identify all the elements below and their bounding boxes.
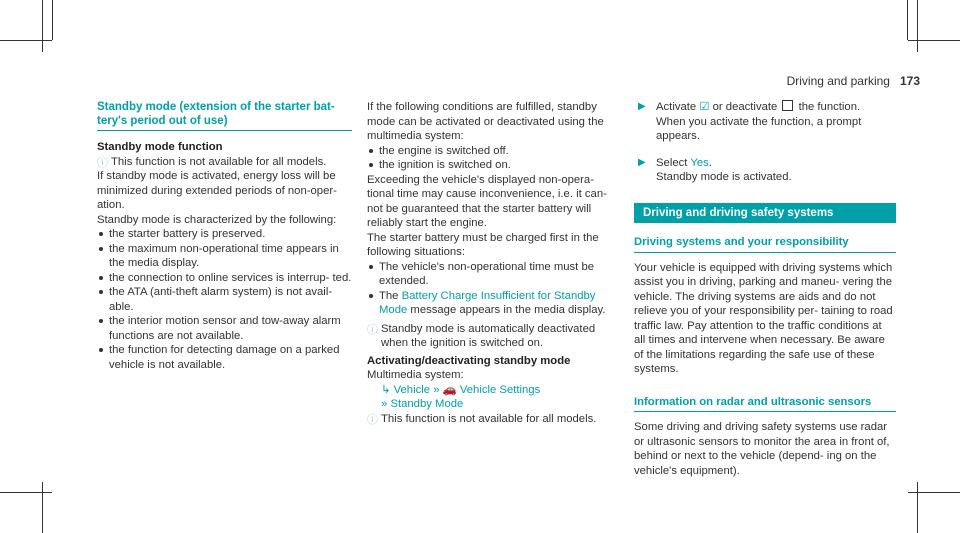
subheading: Activating/deactivating standby mode — [367, 354, 571, 367]
crop-mark — [917, 0, 918, 52]
section-heading: Information on radar and ultrasonic sensors — [634, 395, 896, 413]
bullet-list — [367, 144, 619, 173]
column-2 — [367, 100, 619, 426]
list-item: the function for detecting damage on a parked vehicle is not available. — [97, 343, 352, 372]
bullet-list — [367, 260, 619, 318]
step: ▶ Select Yes. Standby mode is activated. — [638, 156, 792, 183]
list-item: the ignition is switched on. — [367, 158, 619, 173]
page-number: 173 — [899, 74, 920, 88]
play-arrow-icon: ▶ — [638, 156, 646, 168]
chapter-band: Driving and driving safety systems — [634, 203, 896, 224]
paragraph: Exceeding the vehicle's displayed non-opera- tional time may cause inconvenience, i.e. it can- not be guaranteed that the starter battery will reliably start the engine. — [367, 173, 607, 229]
checkbox-empty-icon — [782, 100, 793, 111]
crop-mark — [52, 0, 53, 40]
section-heading: Driving systems and your responsibility — [634, 235, 896, 253]
section-heading: Standby mode (extension of the starter bat- tery's period out of use) — [97, 100, 352, 131]
list-item: the starter battery is preserved. — [97, 227, 352, 242]
paragraph: The starter battery must be charged first in the following situations: — [367, 231, 599, 258]
menu-vehicle-settings: Vehicle Settings — [459, 383, 541, 396]
crop-mark — [42, 482, 43, 533]
note: ⓘ This function is not available for all models. — [367, 412, 597, 426]
info-icon: ⓘ — [97, 156, 108, 169]
list-item: the engine is switched off. — [367, 144, 619, 159]
car-settings-icon: 🚗 — [442, 383, 457, 396]
paragraph: Your vehicle is equipped with driving systems which assist you in driving, parking and maneu- vering the vehicle. The driving systems are aids and do not relieve you of your responsibility per- taining to road traffic law. Pay attention to the traffic conditions at all times and intervene when necessary. Be aware of the limitations regarding the safe use of these systems. — [634, 261, 893, 375]
paragraph: If standby mode is activated, energy loss will be minimized during extended periods of non-oper- ation. — [97, 170, 337, 211]
arrow-return-icon: ↳ — [381, 383, 391, 396]
paragraph: Multimedia system: — [367, 369, 464, 381]
paragraph: Some driving and driving safety systems use radar or ultrasonic sensors to monitor the area in front of, behind or next to the vehicle (depend- ing on the vehicle's equipment). — [634, 421, 890, 477]
list-item: the maximum non-operational time appears in the media display. — [97, 242, 352, 271]
note: ⓘ This function is not available for all models. — [97, 155, 327, 169]
checkbox-checked-icon: ☑ — [699, 101, 710, 113]
menu-path — [367, 397, 619, 412]
paragraph: Standby mode is characterized by the following: — [97, 213, 337, 226]
info-icon: ⓘ — [367, 323, 378, 336]
option-yes: Yes — [690, 156, 709, 169]
page-header — [787, 74, 920, 88]
crop-mark — [0, 492, 52, 493]
subheading: Standby mode function — [97, 141, 223, 153]
crop-mark — [42, 0, 43, 52]
crop-mark — [0, 40, 52, 41]
list-item: the interior motion sensor and tow-away alarm functions are not available. — [97, 314, 352, 343]
menu-standby-mode: Standby Mode — [390, 398, 464, 410]
menu-path — [367, 383, 619, 398]
double-chevron-icon: » — [381, 398, 388, 410]
note: ⓘ Standby mode is automatically deactivated when the ignition is switched on. — [367, 322, 596, 349]
column-1 — [97, 100, 352, 372]
paragraph: If the following conditions are fulfilled, standby mode can be activated or deactivated using the multimedia system: — [367, 101, 604, 142]
crop-mark — [908, 492, 960, 493]
list-item: the ATA (anti-theft alarm system) is not avail- able. — [97, 285, 352, 314]
double-chevron-icon: » — [433, 383, 440, 396]
column-3 — [634, 100, 896, 478]
message-name: Battery Charge Insufficient for Standby Mode — [379, 289, 596, 316]
crop-mark — [908, 40, 960, 41]
list-item: The vehicle's non-operational time must be extended. — [367, 260, 619, 289]
crop-mark — [907, 0, 908, 40]
list-item: The Battery Charge Insufficient for Standby Mode message appears in the media display. — [367, 289, 619, 318]
section-title: Driving and parking — [786, 74, 890, 88]
play-arrow-icon: ▶ — [638, 101, 646, 112]
crop-mark — [917, 482, 918, 533]
menu-vehicle: Vehicle — [393, 383, 431, 396]
step: ▶ Activate ☑ or deactivate the function. When you activate the function, a prompt appears. — [638, 101, 862, 142]
list-item: the connection to online services is interrup- ted. — [97, 271, 352, 286]
bullet-list — [97, 227, 352, 372]
info-icon: ⓘ — [367, 413, 378, 426]
